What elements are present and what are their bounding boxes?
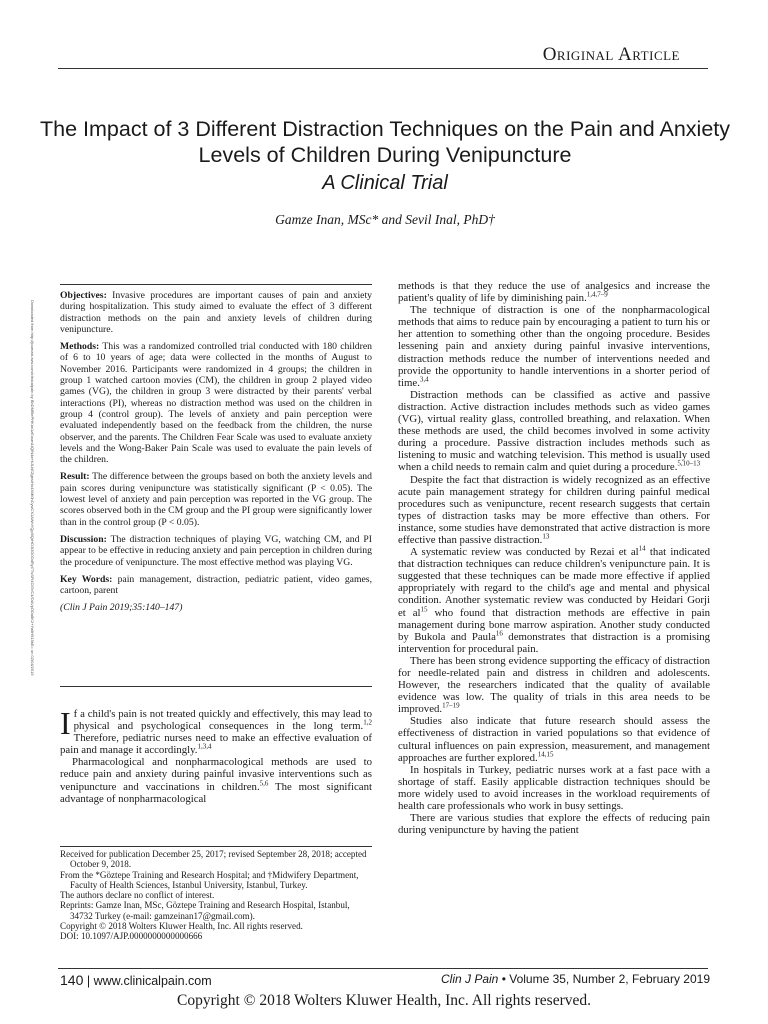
abstract-result: Result: The difference between the groups based on both the anxiety levels and pain scores during venipuncture was statistically significant (P < 0.05). The lowest level of anxiety and pain perception was reported in the VG group. The scores observed both in the CM group and the PI group were significantly lower than in the control group (P < 0.05). <box>60 471 372 528</box>
footnote-reprints: Reprints: Gamze Inan, MSc, Göztepe Training and Research Hospital, Istanbul, 34732 Turkey (e-mail: gamzeinan17@gmail.com). <box>60 900 350 921</box>
article-title: The Impact of 3 Different Distraction Techniques on the Pain and Anxiety Levels of Children During Venipuncture <box>40 117 730 167</box>
footnote-copyright: Copyright © 2018 Wolters Kluwer Health, Inc. All rights reserved. <box>60 921 303 932</box>
body-paragraph: A systematic review was conducted by Rezai et $al^{14}$ that indicated that distraction techniques can reduce children's venipuncture pain. It is suggested that these techniques can be made more effective if applied appropriately with regard to the child's age and mental and physical condition. Another systematic review was conducted by Heidari Gorji et $al^{15}$ who found that distraction methods are effective in pain management during bone marrow aspiration. Another study conducted by Bukola and Paula$^{16}$ demonstrates that distraction is a promising intervention for procedural pain. <box>398 544 710 655</box>
footnotes <box>60 849 372 942</box>
footer-rule <box>58 968 708 969</box>
article-subtitle: A Clinical Trial <box>322 172 448 194</box>
body-column-right <box>398 280 710 836</box>
body-paragraph: Despite the fact that distraction is widely recognized as an effective acute pain management strategy for children during painful medical procedures such as venipuncture, recent research suggests that certain types of distraction tasks may be more effective than others. For instance, some studies have demonstrated that active distraction is more effective than passive distraction.$^{13}$ <box>398 473 710 546</box>
body-paragraph: There has been strong evidence supporting the efficacy of distraction for needle-related pain and distress in children and adolescents. However, the researchers indicated that the quality of available evidence was low. The quality of trials in this area needs to be improved.$^{17-19}$ <box>398 654 710 716</box>
section-label: Original Article <box>542 44 680 65</box>
body-paragraph: methods is that they reduce the use of analgesics and increase the patient's quality of life by diminishing pain.$^{1,4,7-9}$ <box>398 280 710 305</box>
footer-left <box>60 972 212 988</box>
article-authors: Gamze Inan, MSc* and Sevil Inal, PhD† <box>275 212 495 227</box>
abstract-methods: Methods: This was a randomized controlled trial conducted with 180 children of 6 to 10 years of age; data were collected in the months of August to November 2016. Participants were randomized in 4 groups; the children in group 1 watched cartoon movies (CM), the children in group 2 played video games (VG), the children in group 3 were distracted by their parents' verbal interactions (PI), whereas no distraction method was used on the children in group 4 (control group). The levels of anxiety and pain perception were evaluated independently based on the feedback from the children, the nurse observer, and the parents. The Children Fear Scale was used to evaluate anxiety levels and the Wong-Baker Pain Scale was used to evaluate the pain levels of the children. <box>60 341 372 466</box>
body-paragraph: There are various studies that explore the effects of reducing pain during venipuncture by having the patient <box>398 812 710 837</box>
journal-name: Clin J Pain <box>440 972 499 986</box>
abstract-rule-top <box>60 284 372 285</box>
footer-separator: | <box>86 974 91 988</box>
body-paragraph: The technique of distraction is one of the nonpharmacological methods that aims to reduce pain by encouraging a patient to turn his or her attention to something other than the ongoing procedure. Besides lessening pain and anxiety during painful invasive interventions, distraction methods reduce the number of interventions needed and provide the opportunity to handle interventions in a shorter period of time.$^{3,4}$ <box>398 304 710 389</box>
body-column-left <box>60 705 372 805</box>
body-paragraph: Pharmacological and nonpharmacological methods are used to reduce pain and anxiety during painful invasive interventions such as venipuncture and vaccinations in children.$^{5,6}$ The most significant advantage of nonpharmacological <box>60 756 372 805</box>
journal-website-link[interactable]: www.clinicalpain.com <box>93 974 212 988</box>
footnote-affiliation: From the *Göztepe Training and Research Hospital; and †Midwifery Department, Faculty of Health Sciences, Istanbul University, Istanbul, Turkey. <box>60 869 359 890</box>
abstract <box>60 290 372 620</box>
footnote-conflict: The authors declare no conflict of interest. <box>60 890 215 901</box>
abstract-objectives: Objectives: Invasive procedures are important causes of pain and anxiety during hospitalization. This study aimed to evaluate the effect of 3 different distraction methods on the pain and anxiety levels of children during venipuncture. <box>60 290 373 335</box>
header-rule <box>58 68 708 69</box>
abstract-discussion: Discussion: The distraction techniques of playing VG, watching CM, and PI appear to be effective in reducing anxiety and pain perception in children during the procedure of venipuncture. The most effective method was playing VG. <box>60 533 373 568</box>
journal-issue: • Volume 35, Number 2, February 2019 <box>501 972 710 986</box>
abstract-citation: (Clin J Pain 2019;35:140–147) <box>60 602 183 614</box>
footnote-rule <box>60 846 372 847</box>
body-paragraph: Studies also indicate that future research should assess the effectiveness of distraction in varied populations so that evidence of cultural influences on pain expression, measurement, and management approaches are further explored.$^{14,15}$ <box>398 715 710 764</box>
body-paragraph: If a child's pain is not treated quickly and effectively, this may lead to physical and psychological consequences in the long term.$^{1,2}$ Therefore, pediatric nurses need to make an effective evaluation of pain and manage it accordingly.$^{1,3,4}$ <box>60 705 372 757</box>
abstract-keywords: Key Words: pain management, distraction, pediatric patient, video games, cartoon, parent <box>60 573 372 597</box>
body-paragraph: In hospitals in Turkey, pediatric nurses work at a fast pace with a shortage of staff. Easily applicable distraction techniques should be more widely used to avoid increases in the workload requirements of health care professionals who work in busy settings. <box>398 763 710 813</box>
footnote-doi: DOI: 10.1097/AJP.0000000000000666 <box>60 931 203 942</box>
drop-cap: I <box>60 705 71 741</box>
abstract-rule-bottom <box>60 686 372 687</box>
footer-right <box>441 972 710 986</box>
body-paragraph: Distraction methods can be classified as active and passive distraction. Active distraction includes methods such as video games (VG), virtual reality glass, controlled breathing, and relaxation. When these methods are used, the child becomes involved in some activity during a procedure. Passive distraction includes methods such as listening to music and watching television. This method is usually used when a child needs to remain calm and quiet during a procedure.$^{5,10-13}$ <box>398 388 710 474</box>
page-number: 140 <box>60 972 84 988</box>
download-side-note: Downloaded from http://journals.lww.com/clinicalpain by BhDMf5ePHKav1zEoum1tQfN4a+kJLhEZgbsIHo4XMi0hCywCX1AWnYQp/IlQrHD3i3D0OdRyi7TvSFl4Cf3VC4/OAVpDDa8K2+Ya6H515kE= on 02/04/2019 <box>30 300 35 676</box>
footnote-received: Received for publication December 25, 2017; revised September 28, 2018; accepted October 9, 2018. <box>60 849 367 870</box>
copyright-bar: Copyright © 2018 Wolters Kluwer Health, Inc. All rights reserved. <box>176 992 592 1009</box>
